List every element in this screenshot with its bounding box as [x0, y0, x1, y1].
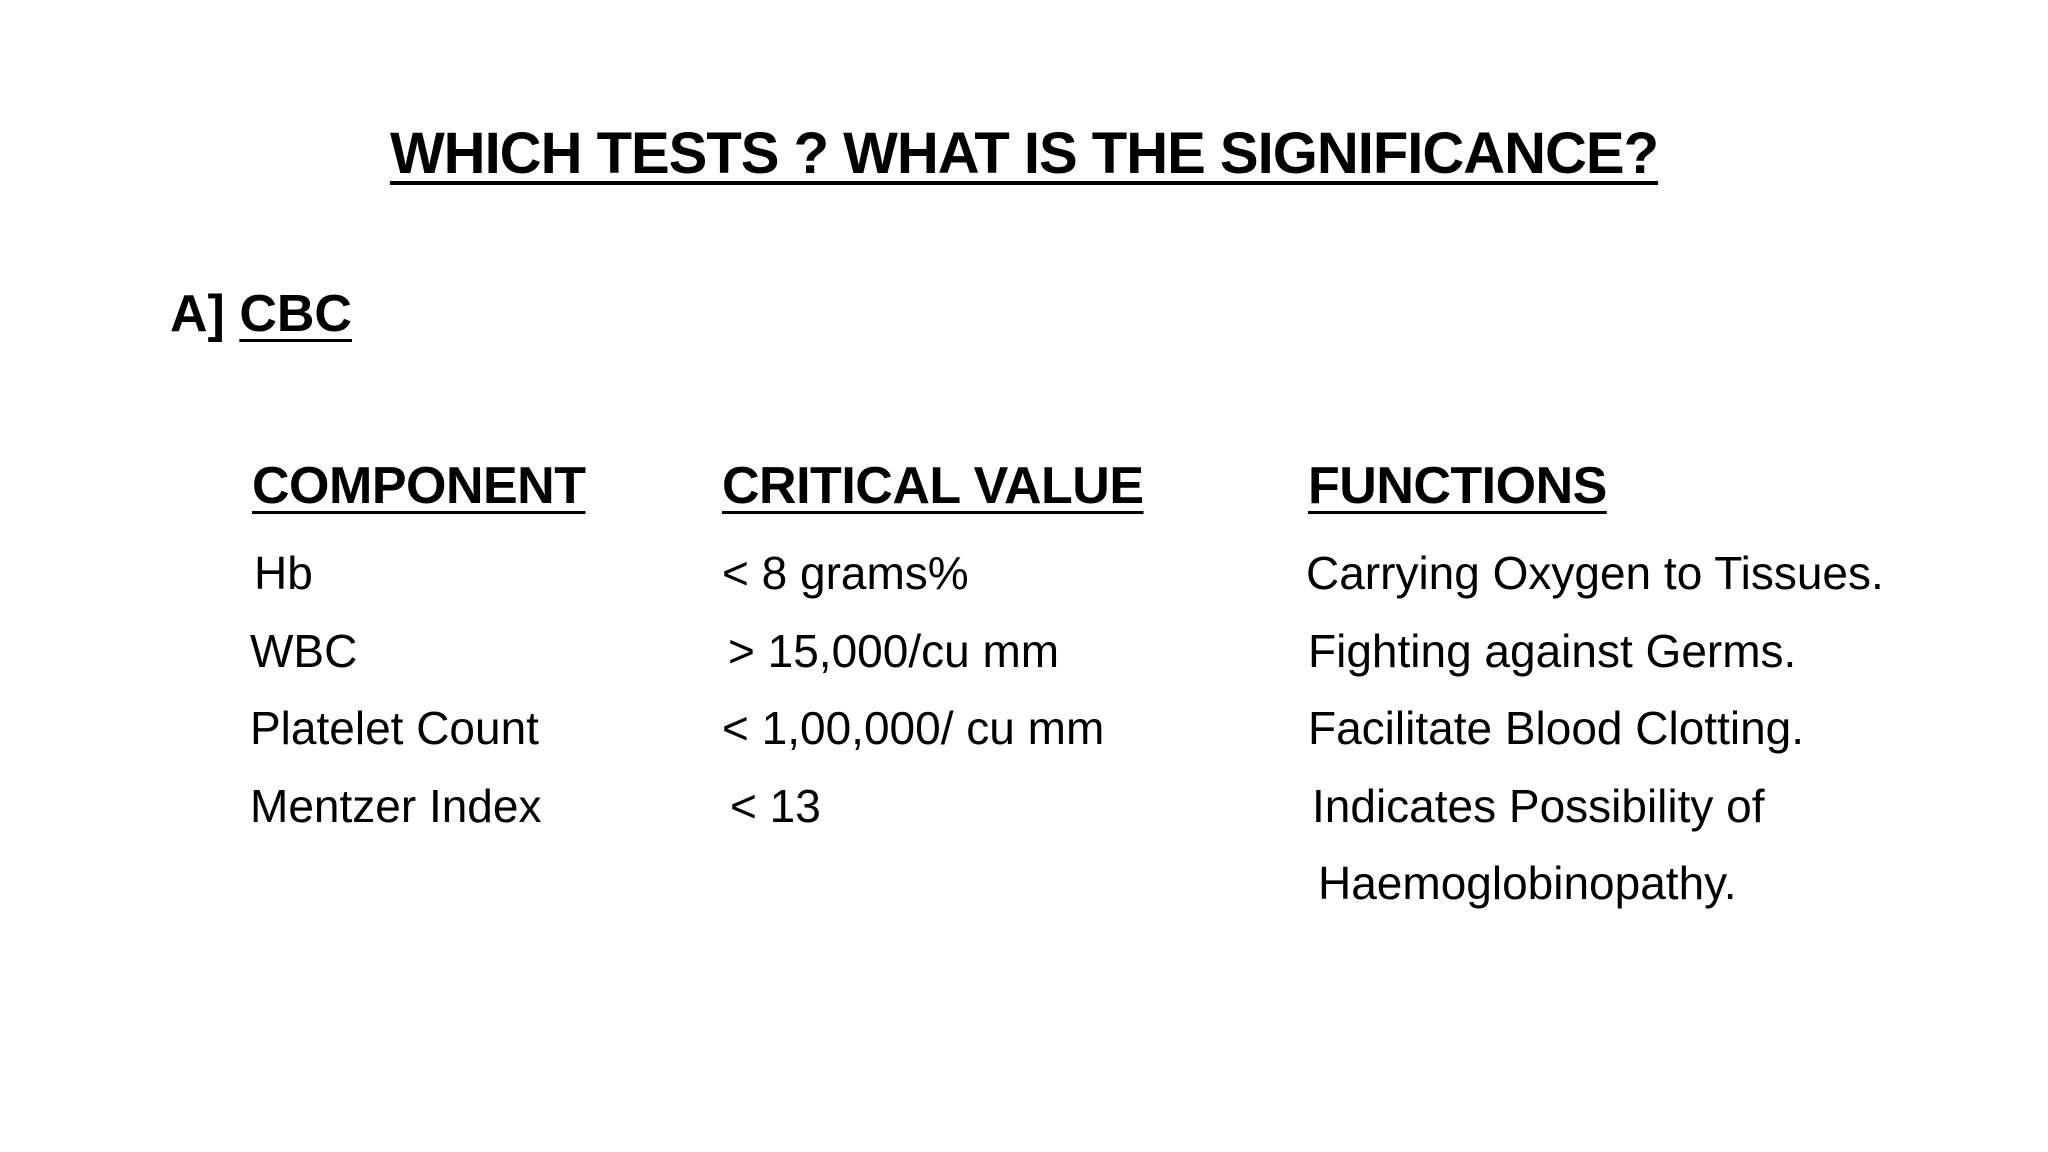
table-cell-function: Carrying Oxygen to Tissues.	[1306, 547, 1884, 599]
table-cell-critical-value: < 1,00,000/ cu mm	[722, 702, 1105, 754]
table-cell-function: Fighting against Germs.	[1308, 625, 1797, 677]
table-cell-component: Platelet Count	[250, 702, 539, 754]
section-heading	[170, 282, 352, 346]
table-cell-critical-value: > 15,000/cu mm	[728, 625, 1060, 677]
slide-title-text: WHICH TESTS ? WHAT IS THE SIGNIFICANCE?	[389, 121, 1659, 186]
section-prefix: A]	[170, 285, 225, 343]
column-header-functions: FUNCTIONS	[1308, 457, 1607, 515]
slide-title	[0, 118, 2048, 190]
table-cell-function: Indicates Possibility of	[1312, 780, 1765, 832]
table-cell-component: Hb	[254, 547, 313, 599]
column-header-critical-value: CRITICAL VALUE	[722, 457, 1144, 515]
column-header-component: COMPONENT	[252, 457, 586, 515]
section-name: CBC	[239, 285, 352, 343]
table-cell-component: WBC	[250, 625, 358, 677]
table-cell-critical-value: < 13	[730, 780, 821, 832]
table-cell-function: Facilitate Blood Clotting.	[1308, 702, 1805, 754]
table-cell-function: Haemoglobinopathy.	[1318, 857, 1737, 909]
table-cell-component: Mentzer Index	[250, 780, 542, 832]
table-cell-critical-value: < 8 grams%	[722, 547, 969, 599]
